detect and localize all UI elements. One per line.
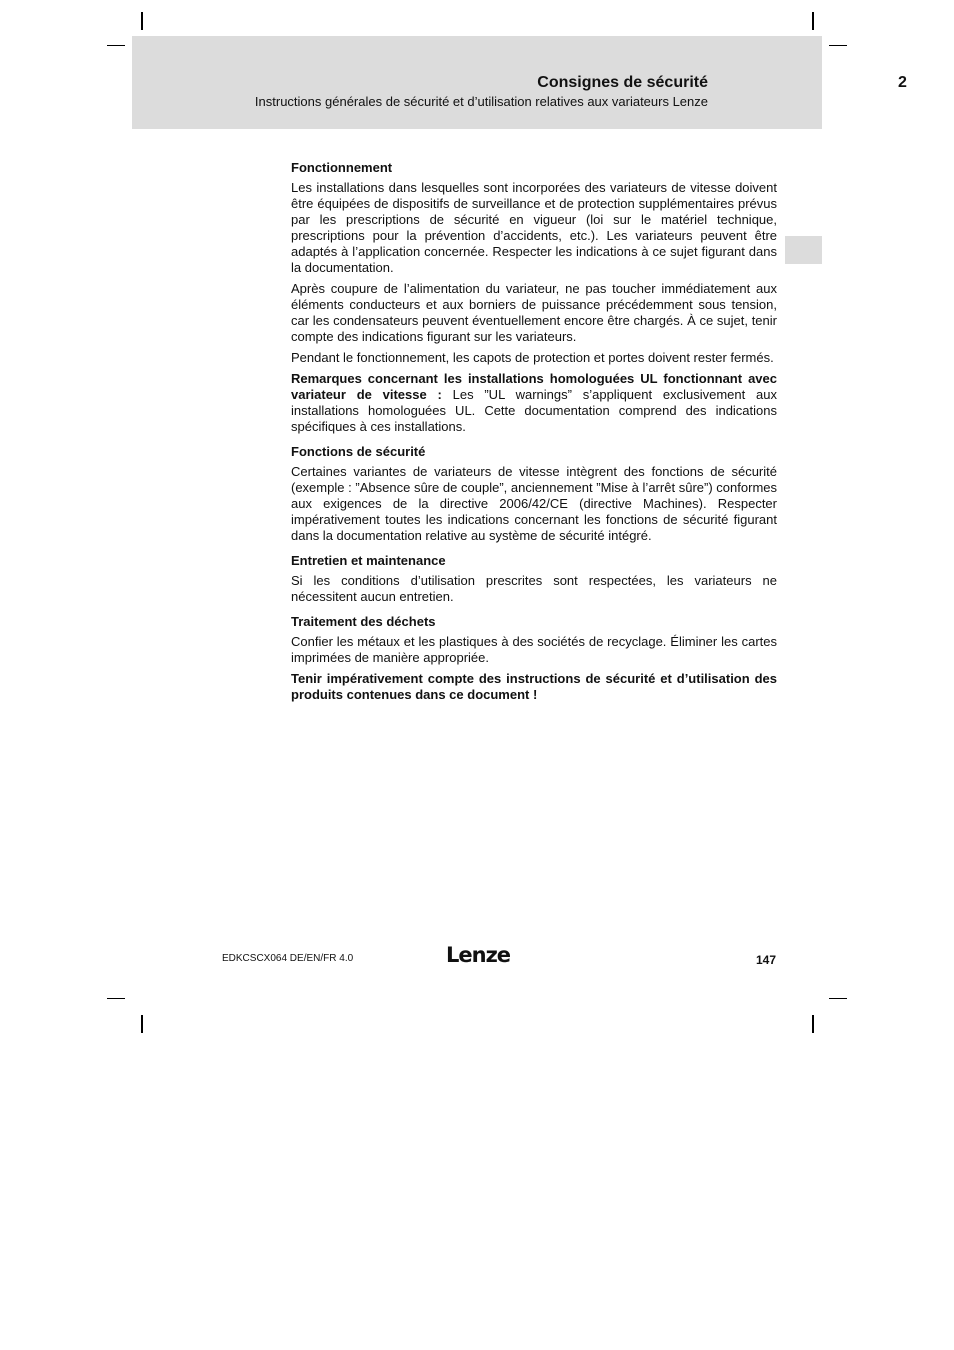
- crop-mark: [107, 45, 125, 46]
- section-fonctionnement: [291, 160, 777, 435]
- crop-mark: [812, 12, 814, 30]
- paragraph: Si les conditions d’utilisation prescrites sont respectées, les variateurs ne nécessitent aucun entretien.: [291, 573, 777, 604]
- final-warning: Tenir impérativement compte des instructions de sécurité et d’utilisation des produits contenues dans ce document !: [291, 671, 777, 702]
- section-heading: Fonctions de sécurité: [291, 444, 426, 459]
- crop-mark: [141, 12, 143, 30]
- ul-remark: [291, 371, 777, 435]
- section-securite: [291, 444, 777, 544]
- lenze-logo: Lenze: [446, 943, 511, 967]
- ul-remark-label: Remarques concernant les installations homologuées UL fonctionnant avec variateur de vitesse :: [291, 371, 777, 402]
- chapter-number: 2: [898, 74, 907, 91]
- document-id: EDKCSCX064 DE/EN/FR 4.0: [222, 953, 354, 964]
- crop-mark: [829, 45, 847, 46]
- page-number: 147: [756, 953, 777, 967]
- chapter-tab-marker: [785, 236, 822, 264]
- section-entretien: [291, 553, 777, 605]
- header-title: Consignes de sécurité: [537, 74, 708, 91]
- page-header: [132, 36, 907, 129]
- crop-mark: [141, 1015, 143, 1033]
- crop-mark: [829, 998, 847, 999]
- section-heading: Entretien et maintenance: [291, 553, 446, 568]
- section-heading: Traitement des déchets: [291, 614, 436, 629]
- header-subtitle: Instructions générales de sécurité et d’utilisation relatives aux variateurs Lenze: [254, 94, 708, 109]
- paragraph: Pendant le fonctionnement, les capots de protection et portes doivent rester fermés.: [291, 350, 774, 365]
- crop-mark: [107, 998, 125, 999]
- paragraph: Après coupure de l’alimentation du variateur, ne pas toucher immédiatement aux éléments conducteurs et aux borniers de puissance précédemment sous tension, car les condensateurs peuvent éventuellement encore être chargés. À ce sujet, tenir compte des indications figurant sur les variateurs.: [291, 281, 777, 344]
- paragraph: Les installations dans lesquelles sont incorporées des variateurs de vitesse doivent être équipées de dispositifs de surveillance et de protection supplémentaires prévus par les prescriptions de sécurité en vigueur (loi sur le matériel technique, prescriptions pour la prévention d’accidents, etc.). Les variateurs peuvent être adaptés à l’application concernée. Respecter les indications à ce sujet figurant dans la documentation.: [291, 180, 777, 275]
- section-heading: Fonctionnement: [291, 160, 393, 175]
- paragraph: Confier les métaux et les plastiques à des sociétés de recyclage. Éliminer les cartes imprimées de manière appropriée.: [291, 634, 777, 665]
- ul-remark-text: Les ”UL warnings” s’appliquent exclusivement aux installations homologuées UL. Cette documentation comprend des indications spécifiques à ces installations.: [291, 387, 777, 434]
- section-dechets: [291, 614, 777, 703]
- paragraph: Certaines variantes de variateurs de vitesse intègrent des fonctions de sécurité (exemple : ”Absence sûre de couple”, anciennement ”Mise à l’arrêt sûre”) conformes aux exigences de la directive 2006/42/CE (directive Machines). Respecter impérativement toutes les indications concernant les fonctions de sécurité figurant dans la documentation relative au système de sécurité intégré.: [291, 464, 777, 543]
- crop-mark: [812, 1015, 814, 1033]
- page-content: [291, 160, 777, 712]
